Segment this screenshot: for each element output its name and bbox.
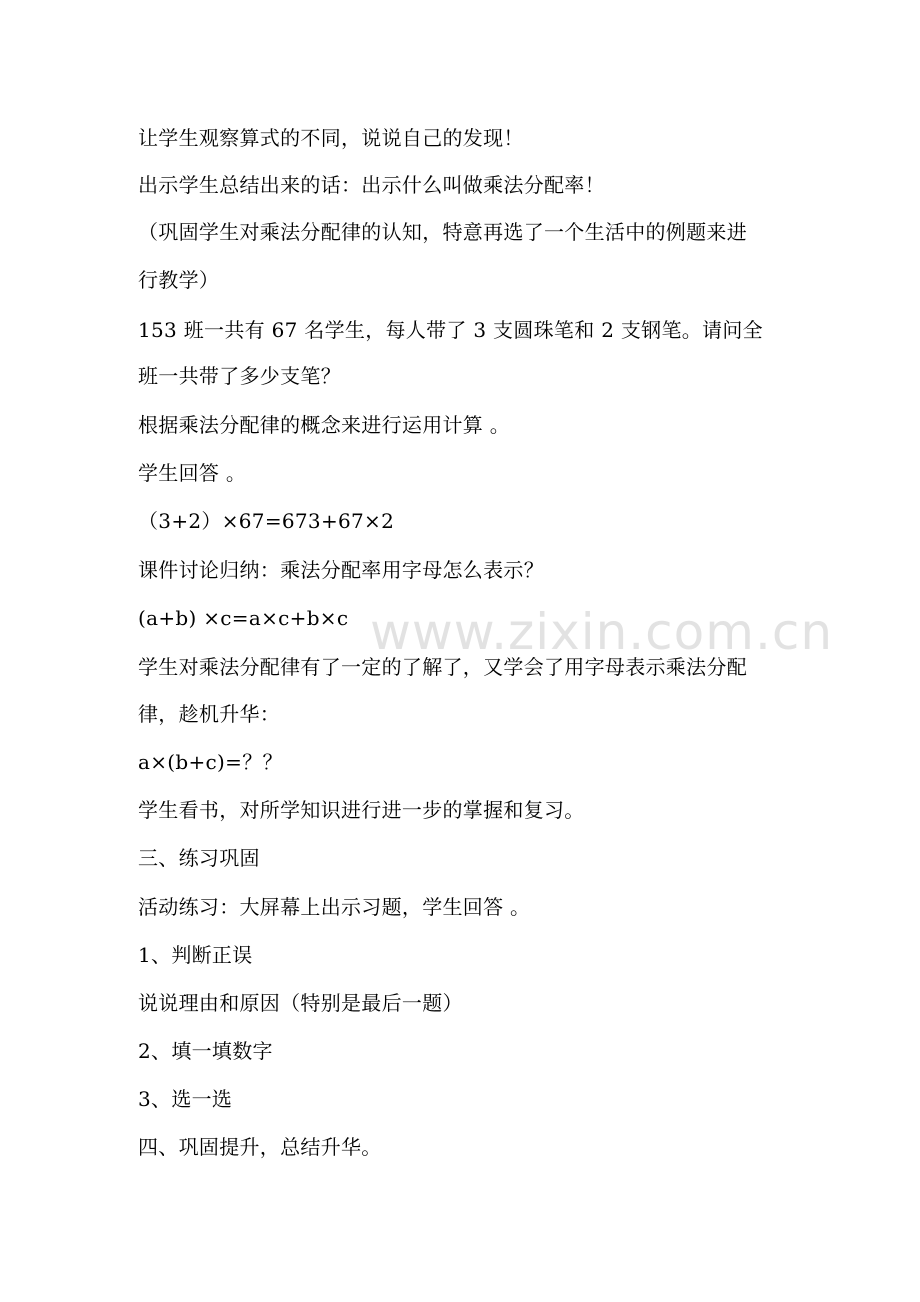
- list-item: 3、选一选: [138, 1087, 233, 1111]
- text-line: 学生对乘法分配律有了一定的了解了，又学会了用字母表示乘法分配: [138, 655, 747, 679]
- text-line: （巩固学生对乘法分配律的认知，特意再选了一个生活中的例题来进: [138, 220, 747, 244]
- text-line: 课件讨论归纳：乘法分配率用字母怎么表示？: [138, 558, 544, 582]
- formula-line: a×(b+c)=？？: [138, 750, 283, 774]
- section-heading: 三、练习巩固: [138, 846, 260, 870]
- formula-line: （3+2）×67=673+67×2: [138, 509, 395, 533]
- formula-line: (a+b) ×c=a×c+b×c: [138, 606, 349, 630]
- text-line: 根据乘法分配律的概念来进行运用计算 。: [138, 413, 511, 437]
- section-heading: 四、巩固提升，总结升华。: [138, 1135, 382, 1159]
- watermark: www.zixin.com.cn: [370, 603, 834, 661]
- text-line: 153 班一共有 67 名学生，每人带了 3 支圆珠笔和 2 支钢笔。请问全: [138, 318, 763, 342]
- text-line: 说说理由和原因（特别是最后一题）: [138, 991, 463, 1015]
- text-line: 学生看书，对所学知识进行进一步的掌握和复习。: [138, 798, 585, 822]
- text-line: 学生回答 。: [138, 461, 247, 485]
- text-line: 行教学）: [138, 268, 220, 292]
- list-item: 2、填一填数字: [138, 1039, 273, 1063]
- text-line: 出示学生总结出来的话：出示什么叫做乘法分配率！: [138, 173, 605, 197]
- list-item: 1、判断正误: [138, 943, 253, 967]
- text-line: 律，趁机升华：: [138, 702, 281, 726]
- text-line: 让学生观察算式的不同，说说自己的发现！: [138, 126, 524, 150]
- text-line: 活动练习：大屏幕上出示习题，学生回答 。: [138, 895, 531, 919]
- text-line: 班一共带了多少支笔？: [138, 364, 341, 388]
